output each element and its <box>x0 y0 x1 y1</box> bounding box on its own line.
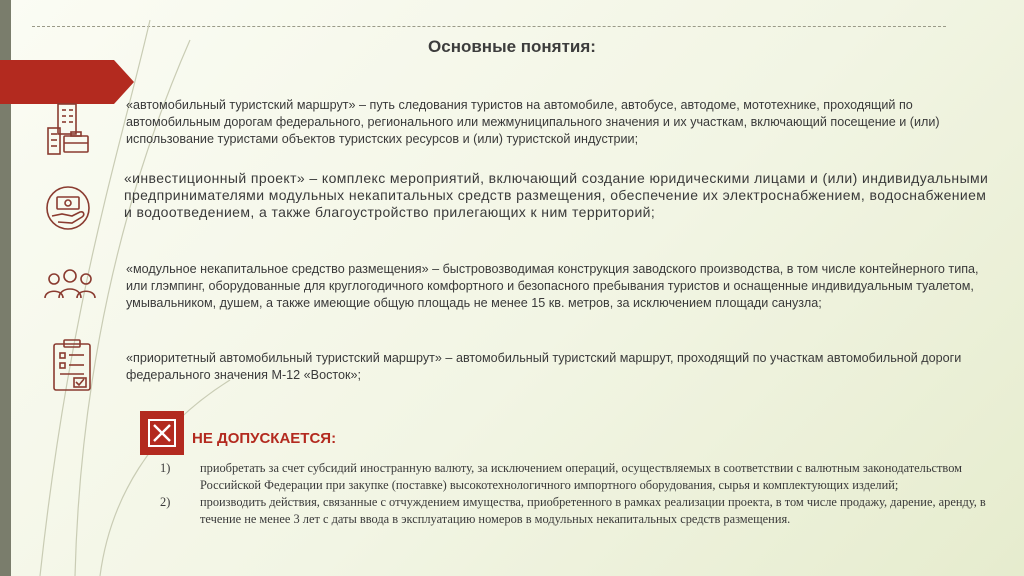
definition-modular-accommodation: «модульное некапитальное средство размещения» – быстровозводимая конструкция заводского производства, в том числе контейнерного типа, или глэмпинг, оборудованные для круглогодичного комфортного и безопасного пребывания туристов и оснащенные индивидуальным туалетом, умывальником, душем, а также имеющие общую площадь не менее 15 кв. метров, за исключением площади санузла; <box>126 262 979 310</box>
definition-investment-project: «инвестиционный проект» – комплекс мероприятий, включающий создание юридическими лицами и (или) индивидуальными предпринимателями модульных некапитальных средств размещения, обеспечение их электроснабжением, водоснабжением и водоотведением, а также благоустройство прилегающих к ним территорий; <box>124 170 989 220</box>
list-item <box>160 460 1000 493</box>
list-number: 2) <box>160 495 171 510</box>
cross-box-icon <box>140 411 184 455</box>
slide-title: Основные понятия: <box>428 37 596 56</box>
red-arrow-banner <box>0 60 136 104</box>
buildings-briefcase-icon <box>44 102 92 156</box>
prohibited-list <box>160 460 1000 528</box>
definition-priority-route: «приоритетный автомобильный туристский маршрут» – автомобильный туристский маршрут, проходящий по участкам автомобильной дороги федерального значения М-12 «Восток»; <box>126 351 962 382</box>
list-number: 1) <box>160 461 171 475</box>
list-item <box>160 494 1000 527</box>
money-hand-icon <box>44 184 94 234</box>
clipboard-checklist-icon <box>50 338 94 392</box>
prohibited-heading: НЕ ДОПУСКАЕТСЯ: <box>192 430 337 447</box>
list-text: приобретать за счет субсидий иностранную валюту, за исключением операций, осуществляемых в соответствии с валютным законодательством Российской Федерации при закупке (поставке) высокотехнологичного импортного оборудования, сырья и комплектующих изделий; <box>200 461 962 492</box>
people-group-icon <box>42 268 98 302</box>
definition-auto-route: «автомобильный туристский маршрут» – путь следования туристов на автомобиле, автобусе, автодоме, мототехнике, проходящий по автомобильным дорогам федерального, регионального или межмуниципального значения и их участкам, включающий посещение и (или) использование туристами объектов туристских ресурсов и (или) туристской индустрии; <box>126 98 940 146</box>
list-text: производить действия, связанные с отчуждением имущества, приобретенного в рамках реализации проекта, в том числе продажу, дарение, аренду, в течение не менее 3 лет с даты ввода в эксплуатацию номеров в модульных некапитальных средств размещения. <box>200 495 986 526</box>
